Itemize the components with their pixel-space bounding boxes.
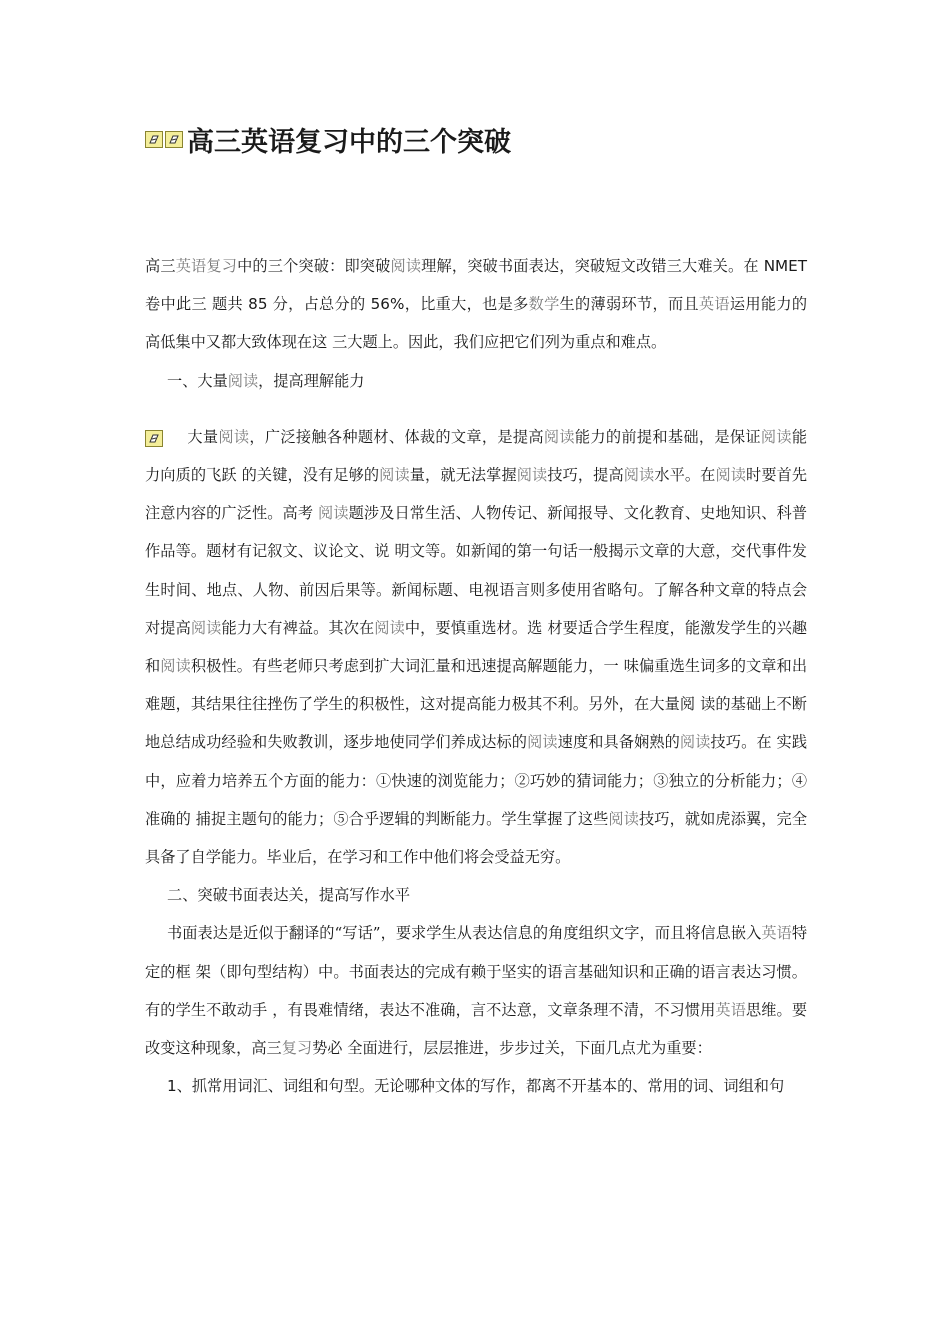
keyword-link[interactable]: 阅读 (190, 618, 222, 637)
text-run: 56% (370, 295, 405, 314)
text-run: 大量 (187, 427, 219, 446)
text-run: 能力的前提和基础，是保证 (574, 427, 761, 446)
list-number: 1 (167, 1077, 177, 1096)
text-run: 特定的框 架（即句型结构）中。书面表达的完成有赖于坚实的语言基础知识和正确的语言表达习惯。有的学生不敢动手 ，有畏难情绪，表达不准确，言不达意，文章条理不清，不习惯用 (145, 924, 808, 1019)
text-run: 生的薄弱环节，而且 (559, 295, 699, 314)
text-run: 分，占总分的 (267, 295, 371, 314)
keyword-link[interactable]: 阅读 (227, 371, 259, 390)
keyword-link[interactable]: 阅读 (543, 427, 575, 446)
text-run: 思维。要改变这种现象，高三 (145, 1000, 808, 1058)
keyword-link[interactable]: 阅读 (527, 733, 558, 752)
keyword-link[interactable]: 阅读 (160, 657, 191, 676)
writing-paragraph (145, 914, 807, 1067)
image-placeholder-icon (165, 131, 183, 148)
keyword-link[interactable]: 阅读 (608, 809, 639, 828)
text-run: 水平。在 (654, 466, 716, 485)
section-heading-1 (145, 362, 807, 400)
keyword-link[interactable]: 阅读 (715, 466, 747, 485)
keyword-link[interactable]: 英语 (698, 295, 730, 314)
text-run: 能力向质的飞跃 的关键，没有足够的 (145, 427, 807, 485)
keyword-link[interactable]: 阅读 (679, 733, 711, 752)
keyword-link[interactable]: 阅读 (374, 618, 405, 637)
text-run: ，提高理解能力 (258, 371, 365, 390)
keyword-link[interactable]: 复习 (281, 1039, 313, 1058)
section-heading-2: 二、突破书面表达关，提高写作水平 (167, 886, 410, 905)
keyword-link[interactable]: 英语 (761, 924, 792, 943)
keyword-link[interactable]: 阅读 (623, 466, 655, 485)
text-run: ，广泛接触各种题材、体裁的文章，是提高 (249, 427, 544, 446)
keyword-link[interactable]: 阅读 (218, 427, 250, 446)
text-run: 高三 (145, 257, 176, 275)
title-row (145, 120, 511, 159)
text-run: 速度和具备娴熟的 (557, 733, 680, 752)
text-run: 卷中此三 题共 (145, 295, 249, 314)
text-run: 题涉及日常生活、人物传记、新闻报导、文化教育、史地知识、科普作品等。题材有记叙文、议论文、说 明文等。如新闻的第一句话一般揭示文章的大意，交代事件发生时间、地点、人物、前因后果等。新闻标题、电视语言则多使用省略句。了解各种文章的特点会对提高 (145, 504, 808, 637)
text-run: 理解，突破书面表达，突破短文改错三大难关。在 (421, 257, 764, 275)
text-run: ，比重大，也是多 (404, 295, 529, 314)
keyword-link[interactable]: 阅读 (318, 504, 349, 523)
intro-paragraph (145, 247, 807, 362)
image-placeholder-icon (145, 131, 163, 148)
text-run: 量，就无法掌握 (409, 466, 517, 485)
text-run: 积极性。有些老师只考虑到扩大词汇量和迅速提高解题能力，一 味偏重选生词多的文章和出难题，其结果往往挫伤了学生的积极性，这对提高能力极其不利。另外，在大量阅 读的基础上不断地总结成功经验和失败教训，逐步地使同学们养成达标的 (145, 657, 808, 752)
text-run: 、抓常用词汇、词组和句型。无论哪种文体的写作，都离不开基本的、常用的词、词组和句 (176, 1077, 785, 1096)
page-title: 高三英语复习中的三个突破 (187, 127, 511, 158)
keyword-link[interactable]: 英语复习 (175, 257, 238, 275)
text-run: 技巧。在 实践中，应着力培养五个方面的能力：①快速的浏览能力；②巧妙的猜词能力；③独立的分析能力；④准确的 捕捉主题句的能力；⑤合乎逻辑的判断能力。学生掌握了这些 (145, 733, 808, 828)
text-run: 中，要慎重选材。选 材要适合学生程度，能激发学生的兴趣和 (145, 618, 808, 676)
keyword-link[interactable]: 阅读 (390, 257, 422, 275)
text-run: 时要首先注意内容的广泛性。高考 (145, 466, 808, 523)
image-placeholder-icon (145, 430, 163, 447)
text-run: 85 (248, 295, 268, 314)
text-run: 技巧，提高 (547, 466, 624, 485)
text-run: 书面表达是近似于翻译的“写话”，要求学生从表达信息的角度组织文字，而且将信息嵌入 (167, 924, 762, 943)
text-run: 一、大量 (167, 371, 228, 390)
text-run: 技巧，就如虎添翼，完全具备了自学能力。毕业后，在学习和工作中他们将会受益无穷。 (145, 809, 808, 867)
text-run: NMET (763, 257, 808, 275)
text-run: 运用能力的高低集中又都大致体现在这 三大题上。因此，我们应把它们列为重点和难点。 (145, 295, 807, 352)
list-item-1 (145, 1067, 807, 1105)
text-run: 势必 全面进行，层层推进，步步过关，下面几点尤为重要： (312, 1039, 712, 1058)
document-body (145, 247, 807, 1105)
keyword-link[interactable]: 阅读 (760, 427, 792, 446)
keyword-link[interactable]: 阅读 (516, 466, 548, 485)
text-run: 中的三个突破：即突破 (237, 257, 391, 275)
text-run: 能力大有裨益。其次在 (221, 618, 375, 637)
keyword-link[interactable]: 数学 (528, 295, 560, 314)
reading-paragraph (145, 418, 807, 876)
keyword-link[interactable]: 阅读 (379, 466, 410, 485)
keyword-link[interactable]: 英语 (715, 1000, 746, 1019)
